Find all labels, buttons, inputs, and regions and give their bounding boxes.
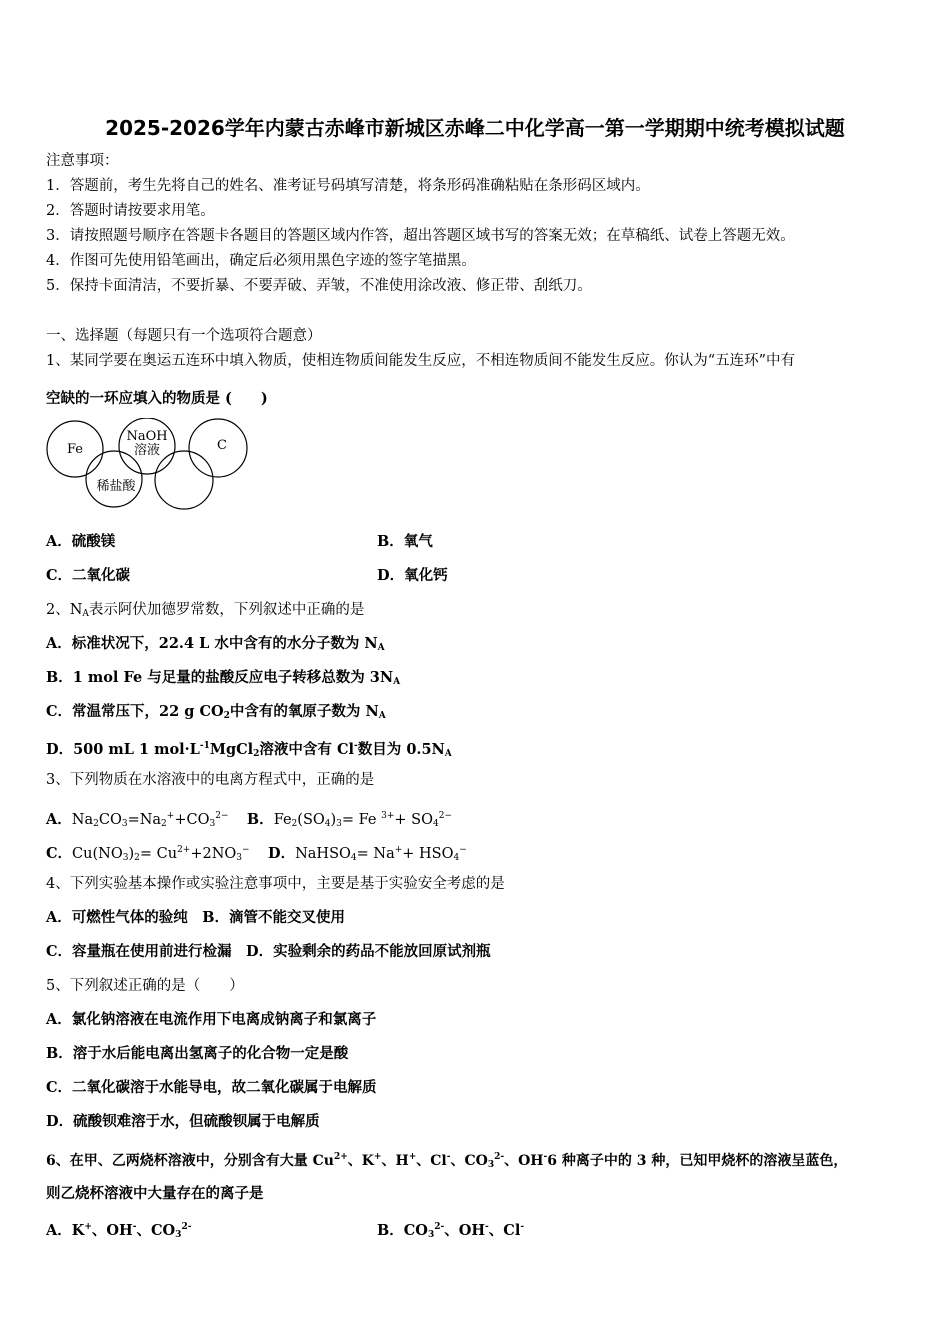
note-item: 2．答题时请按要求用笔。	[46, 203, 215, 219]
q1-option-c[interactable]: C．二氧化碳	[46, 567, 131, 584]
ring-empty	[155, 451, 213, 509]
q6-option-b[interactable]: B．$CO_3^{2-}$、OH-、Cl-	[377, 1222, 525, 1240]
olympic-rings-diagram	[46, 418, 250, 512]
q2-option-a[interactable]: A．标准状况下，22.4 L 水中含有的水分子数为 $N_A$	[46, 635, 385, 653]
q3-options-cd[interactable]: C．$Cu(NO_3)_2= Cu^{2+}+2NO_3^-$ D．NaHSO$_4$= $Na^++ HSO_4^-$	[46, 845, 467, 863]
ring-label-hcl: 稀盐酸	[96, 479, 136, 494]
q5-option-b[interactable]: B．溶于水后能电离出氢离子的化合物一定是酸	[46, 1045, 349, 1062]
q1-stem-line1: 1、某同学要在奥运五连环中填入物质，使相连物质间能发生反应，不相连物质间不能发生反应。你认为“五连环”中有	[46, 353, 796, 369]
q1-stem-line2: 空缺的一环应填入的物质是 ( )	[46, 390, 268, 407]
q2-option-c[interactable]: C．常温常压下，22 g $CO_2$中含有的氧原子数为 $N_A$	[46, 703, 386, 721]
note-item: 3．请按照题号顺序在答题卡各题目的答题区域内作答，超出答题区域书写的答案无效；在草稿纸、试卷上答题无效。	[46, 228, 795, 244]
ring-label-naoh: NaOH	[126, 429, 168, 444]
q6-option-a[interactable]: A．K+、OH-、$CO_3^{2-}$	[46, 1222, 192, 1240]
note-item: 1．答题前，考生先将自己的姓名、准考证号码填写清楚，将条形码准确粘贴在条形码区域内。	[46, 178, 650, 194]
q3-options-ab[interactable]: A．$Na_2CO_3=Na_2^++CO_3^{2-}$ B．$Fe_2(SO_4)_3= Fe$ $^{3+}+ SO_4^{2-}$	[46, 811, 453, 829]
note-item: 4．作图可先使用铅笔画出，确定后必须用黑色字迹的签字笔描黑。	[46, 253, 476, 269]
q5-option-c[interactable]: C．二氧化碳溶于水能导电，故二氧化碳属于电解质	[46, 1079, 377, 1096]
q1-option-b[interactable]: B．氧气	[377, 533, 433, 550]
q5-option-d[interactable]: D．硫酸钡难溶于水，但硫酸钡属于电解质	[46, 1113, 320, 1130]
q5-stem: 5、下列叙述正确的是（ ）	[46, 978, 244, 994]
q6-stem-line1: 6、在甲、乙两烧杯溶液中，分别含有大量 $Cu^{2+}$、K+、H+、Cl-、$CO_3^{2-}$、OH-6 种离子中的 3 种，已知甲烧杯的溶液呈蓝色，	[46, 1152, 848, 1170]
q4-options-ab[interactable]: A．可燃性气体的验纯 B．滴管不能交叉使用	[46, 909, 346, 926]
q4-stem: 4、下列实验基本操作或实验注意事项中，主要是基于实验安全考虑的是	[46, 876, 505, 892]
page-title: 2025-2026学年内蒙古赤峰市新城区赤峰二中化学高一第一学期期中统考模拟试题	[105, 116, 845, 140]
q3-stem: 3、下列物质在水溶液中的电离方程式中，正确的是	[46, 772, 375, 788]
section-heading: 一、选择题（每题只有一个选项符合题意）	[46, 328, 322, 344]
ring-label-c: C	[217, 438, 227, 453]
q6-stem-line2: 则乙烧杯溶液中大量存在的离子是	[46, 1185, 264, 1202]
q2-option-d[interactable]: D．500 mL 1 $mol\cdot L^{-1}MgCl_2$溶液中含有 Cl-数目为 $0.5N_A$	[46, 741, 452, 759]
q2-stem: 2、$N_A$表示阿伏加德罗常数，下列叙述中正确的是	[46, 602, 365, 619]
ring-label-fe: Fe	[66, 442, 84, 457]
q2-option-b[interactable]: B．1 mol Fe 与足量的盐酸反应电子转移总数为 $3N_A$	[46, 669, 401, 687]
q1-option-a[interactable]: A．硫酸镁	[46, 533, 116, 550]
ring-label-solution: 溶液	[133, 443, 161, 458]
q4-options-cd[interactable]: C．容量瓶在使用前进行检漏 D．实验剩余的药品不能放回原试剂瓶	[46, 943, 491, 960]
q1-option-d[interactable]: D．氧化钙	[377, 567, 448, 584]
q5-option-a[interactable]: A．氯化钠溶液在电流作用下电离成钠离子和氯离子	[46, 1011, 377, 1028]
notes-heading: 注意事项：	[46, 153, 119, 169]
note-item: 5．保持卡面清洁，不要折暴、不要弄破、弄皱，不准使用涂改液、修正带、刮纸刀。	[46, 278, 592, 294]
